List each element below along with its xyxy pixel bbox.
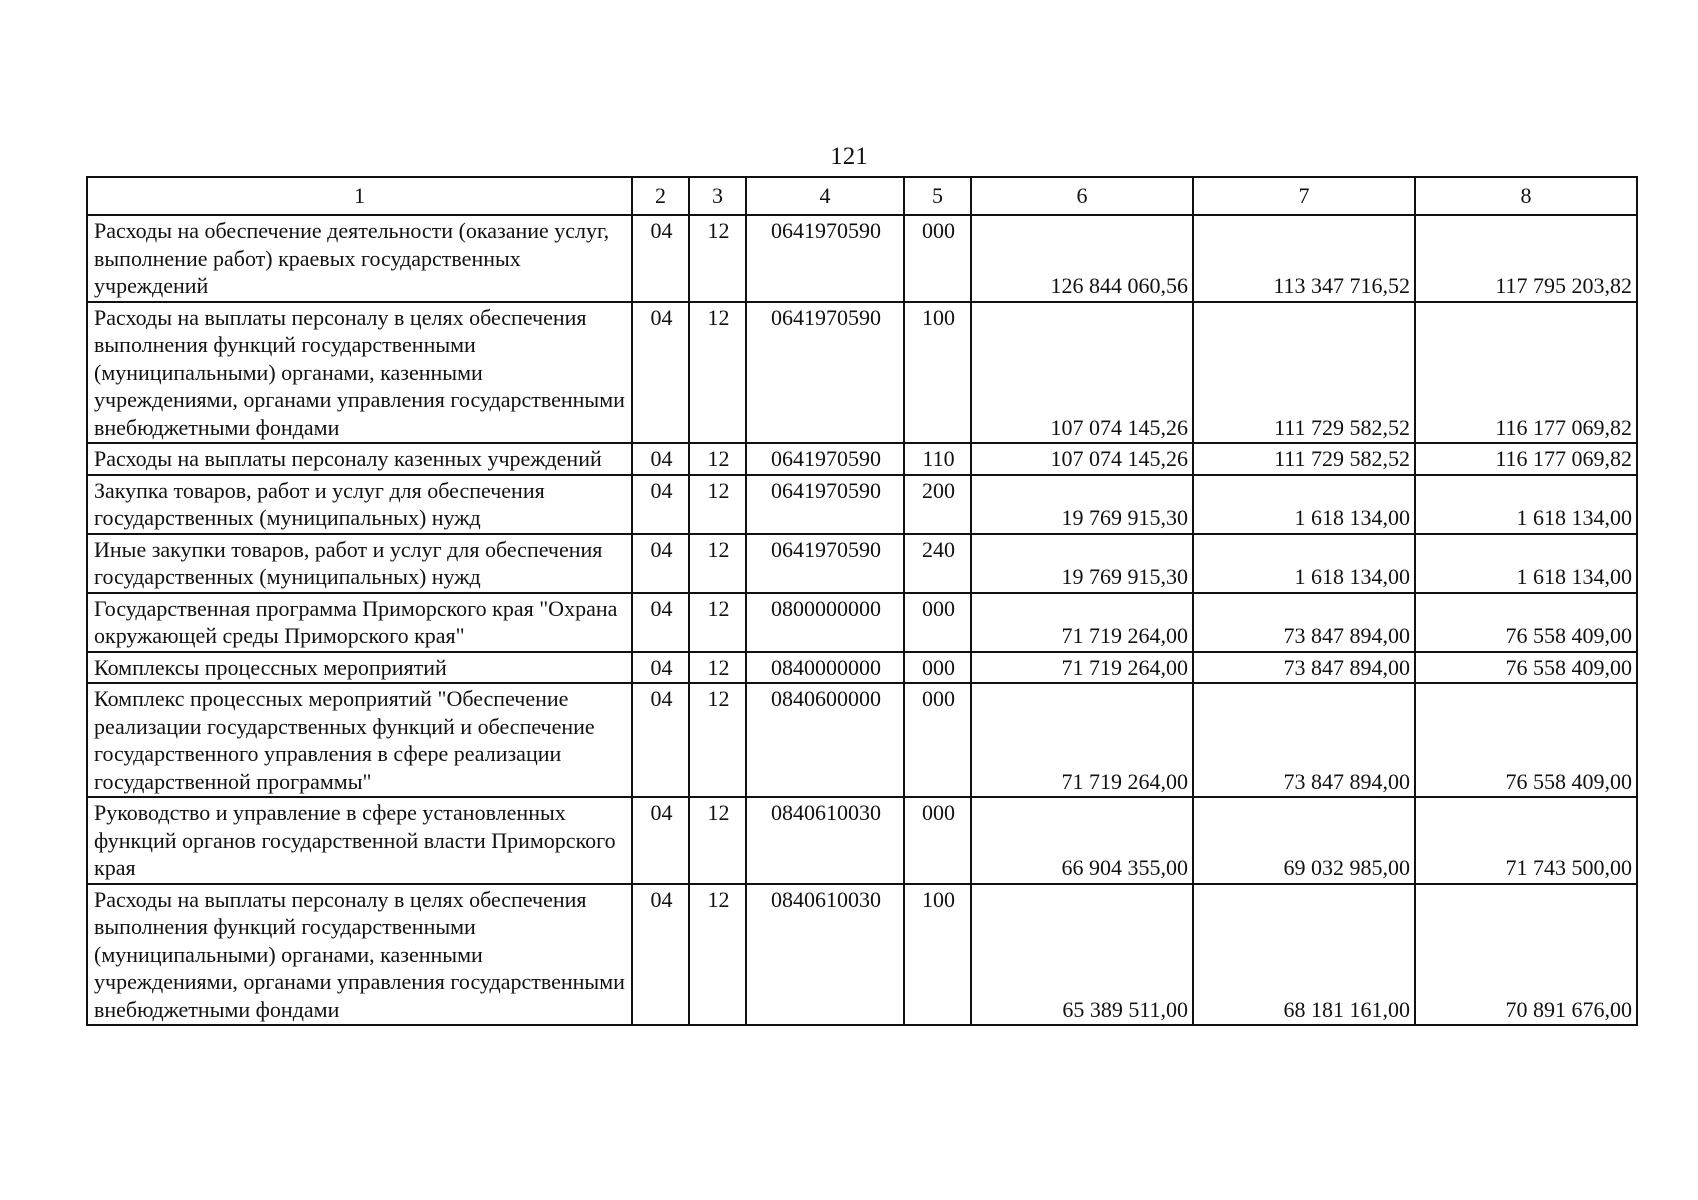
row-expense-type-code: 100 bbox=[904, 302, 971, 444]
row-amount-col7: 1 618 134,00 bbox=[1193, 534, 1415, 593]
row-section-code: 04 bbox=[632, 302, 689, 444]
row-subsection-code: 12 bbox=[689, 443, 746, 475]
column-header: 8 bbox=[1415, 177, 1637, 215]
row-amount-col6: 107 074 145,26 bbox=[971, 302, 1193, 444]
row-description: Расходы на выплаты персоналу казенных учреждений bbox=[87, 443, 632, 475]
row-target-article-code: 0641970590 bbox=[746, 534, 904, 593]
row-description: Закупка товаров, работ и услуг для обеспечения государственных (муниципальных) нужд bbox=[87, 475, 632, 534]
table-row bbox=[87, 593, 1637, 652]
row-section-code: 04 bbox=[632, 215, 689, 302]
row-section-code: 04 bbox=[632, 652, 689, 684]
row-subsection-code: 12 bbox=[689, 884, 746, 1026]
row-target-article-code: 0840000000 bbox=[746, 652, 904, 684]
header-row bbox=[87, 177, 1637, 215]
row-amount-col6: 71 719 264,00 bbox=[971, 683, 1193, 797]
row-amount-col6: 19 769 915,30 bbox=[971, 534, 1193, 593]
column-header: 3 bbox=[689, 177, 746, 215]
row-amount-col8: 76 558 409,00 bbox=[1415, 593, 1637, 652]
budget-table bbox=[86, 176, 1638, 1026]
page-number: 121 bbox=[830, 143, 868, 170]
row-amount-col7: 69 032 985,00 bbox=[1193, 797, 1415, 884]
row-amount-col7: 73 847 894,00 bbox=[1193, 683, 1415, 797]
table-row bbox=[87, 884, 1637, 1026]
row-amount-col6: 71 719 264,00 bbox=[971, 652, 1193, 684]
table-row bbox=[87, 215, 1637, 302]
row-target-article-code: 0641970590 bbox=[746, 443, 904, 475]
row-description: Комплексы процессных мероприятий bbox=[87, 652, 632, 684]
row-description: Расходы на обеспечение деятельности (оказание услуг, выполнение работ) краевых государственных учреждений bbox=[87, 215, 632, 302]
row-target-article-code: 0641970590 bbox=[746, 302, 904, 444]
row-expense-type-code: 000 bbox=[904, 797, 971, 884]
row-description: Иные закупки товаров, работ и услуг для обеспечения государственных (муниципальных) нужд bbox=[87, 534, 632, 593]
row-section-code: 04 bbox=[632, 683, 689, 797]
table-row bbox=[87, 683, 1637, 797]
row-subsection-code: 12 bbox=[689, 215, 746, 302]
row-amount-col7: 73 847 894,00 bbox=[1193, 593, 1415, 652]
row-amount-col7: 111 729 582,52 bbox=[1193, 443, 1415, 475]
row-section-code: 04 bbox=[632, 443, 689, 475]
row-description: Государственная программа Приморского края "Охрана окружающей среды Приморского края" bbox=[87, 593, 632, 652]
row-amount-col6: 19 769 915,30 bbox=[971, 475, 1193, 534]
row-amount-col8: 76 558 409,00 bbox=[1415, 652, 1637, 684]
row-target-article-code: 0840600000 bbox=[746, 683, 904, 797]
row-subsection-code: 12 bbox=[689, 652, 746, 684]
column-header: 2 bbox=[632, 177, 689, 215]
row-amount-col6: 107 074 145,26 bbox=[971, 443, 1193, 475]
row-section-code: 04 bbox=[632, 534, 689, 593]
row-section-code: 04 bbox=[632, 884, 689, 1026]
row-amount-col8: 1 618 134,00 bbox=[1415, 475, 1637, 534]
table-row bbox=[87, 475, 1637, 534]
row-amount-col8: 116 177 069,82 bbox=[1415, 302, 1637, 444]
row-amount-col8: 76 558 409,00 bbox=[1415, 683, 1637, 797]
row-expense-type-code: 100 bbox=[904, 884, 971, 1026]
table-row bbox=[87, 797, 1637, 884]
table-row bbox=[87, 443, 1637, 475]
row-amount-col8: 1 618 134,00 bbox=[1415, 534, 1637, 593]
row-amount-col7: 73 847 894,00 bbox=[1193, 652, 1415, 684]
row-description: Комплекс процессных мероприятий "Обеспечение реализации государственных функций и обеспечение государственного управления в сфере реализации государственной программы" bbox=[87, 683, 632, 797]
row-section-code: 04 bbox=[632, 797, 689, 884]
row-section-code: 04 bbox=[632, 593, 689, 652]
row-expense-type-code: 000 bbox=[904, 593, 971, 652]
row-amount-col7: 1 618 134,00 bbox=[1193, 475, 1415, 534]
row-target-article-code: 0840610030 bbox=[746, 884, 904, 1026]
row-subsection-code: 12 bbox=[689, 475, 746, 534]
row-description: Расходы на выплаты персоналу в целях обеспечения выполнения функций государственными (муниципальными) органами, казенными учреждениями, органами управления государственными внебюджетными фондами bbox=[87, 302, 632, 444]
table-row bbox=[87, 534, 1637, 593]
column-header: 4 bbox=[746, 177, 904, 215]
column-header: 6 bbox=[971, 177, 1193, 215]
row-description: Расходы на выплаты персоналу в целях обеспечения выполнения функций государственными (муниципальными) органами, казенными учреждениями, органами управления государственными внебюджетными фондами bbox=[87, 884, 632, 1026]
row-expense-type-code: 000 bbox=[904, 683, 971, 797]
table-row bbox=[87, 302, 1637, 444]
row-section-code: 04 bbox=[632, 475, 689, 534]
row-amount-col8: 70 891 676,00 bbox=[1415, 884, 1637, 1026]
column-header: 5 bbox=[904, 177, 971, 215]
row-amount-col7: 111 729 582,52 bbox=[1193, 302, 1415, 444]
row-expense-type-code: 000 bbox=[904, 652, 971, 684]
row-subsection-code: 12 bbox=[689, 302, 746, 444]
row-target-article-code: 0800000000 bbox=[746, 593, 904, 652]
row-target-article-code: 0641970590 bbox=[746, 215, 904, 302]
row-amount-col8: 71 743 500,00 bbox=[1415, 797, 1637, 884]
row-expense-type-code: 000 bbox=[904, 215, 971, 302]
row-amount-col7: 68 181 161,00 bbox=[1193, 884, 1415, 1026]
row-amount-col6: 65 389 511,00 bbox=[971, 884, 1193, 1026]
column-header: 7 bbox=[1193, 177, 1415, 215]
column-header: 1 bbox=[87, 177, 632, 215]
row-target-article-code: 0641970590 bbox=[746, 475, 904, 534]
row-amount-col6: 126 844 060,56 bbox=[971, 215, 1193, 302]
row-amount-col7: 113 347 716,52 bbox=[1193, 215, 1415, 302]
table-row bbox=[87, 652, 1637, 684]
row-expense-type-code: 200 bbox=[904, 475, 971, 534]
row-expense-type-code: 110 bbox=[904, 443, 971, 475]
row-subsection-code: 12 bbox=[689, 797, 746, 884]
row-amount-col6: 66 904 355,00 bbox=[971, 797, 1193, 884]
row-amount-col8: 116 177 069,82 bbox=[1415, 443, 1637, 475]
row-description: Руководство и управление в сфере установленных функций органов государственной власти Приморского края bbox=[87, 797, 632, 884]
row-subsection-code: 12 bbox=[689, 683, 746, 797]
row-subsection-code: 12 bbox=[689, 534, 746, 593]
row-target-article-code: 0840610030 bbox=[746, 797, 904, 884]
row-subsection-code: 12 bbox=[689, 593, 746, 652]
row-amount-col6: 71 719 264,00 bbox=[971, 593, 1193, 652]
row-amount-col8: 117 795 203,82 bbox=[1415, 215, 1637, 302]
row-expense-type-code: 240 bbox=[904, 534, 971, 593]
